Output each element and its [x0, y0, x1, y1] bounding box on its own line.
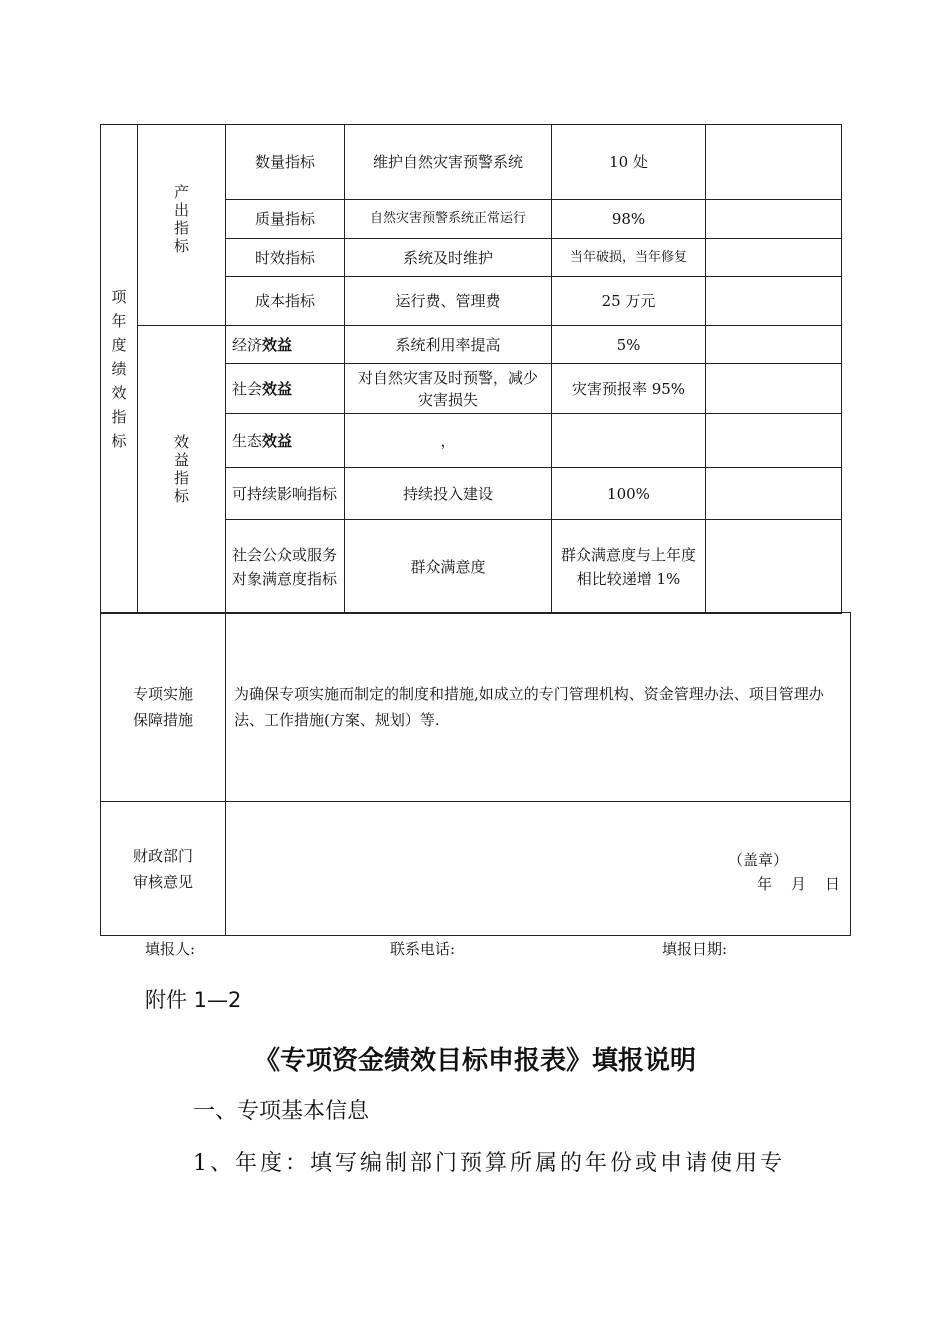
target-cell: 灾害预报率 95%	[552, 364, 706, 414]
indicator-prefix: 生态	[232, 431, 263, 450]
indicator-suffix: 效益	[262, 431, 293, 450]
content-cell: 系统利用率提高	[345, 326, 552, 364]
benefit-label: 效益指标	[173, 433, 189, 505]
section-heading: 一、专项基本信息	[193, 1099, 370, 1124]
document-title: 《专项资金绩效目标申报表》填报说明	[253, 1046, 696, 1076]
indicator-prefix: 社会	[232, 379, 263, 398]
indicator-cell	[226, 414, 345, 468]
indicator-suffix: 效益	[262, 335, 293, 354]
content-cell: 维护自然灾害预警系统	[345, 125, 552, 200]
stamp-label: （盖章）	[727, 851, 788, 869]
content-cell: 群众满意度	[345, 520, 552, 614]
finance-label-cell	[101, 802, 226, 936]
guarantee-text: 为确保专项实施而制定的制度和措施,如成立的专门管理机构、资金管理办法、项目管理办法、工作措施(方案、规划）等.	[234, 685, 824, 729]
paragraph-line: 1、年度：填写编制部门预算所属的年份或申请使用专	[193, 1151, 785, 1176]
note-cell	[706, 468, 842, 520]
content-cell: ，	[345, 414, 552, 468]
guarantee-review-table	[100, 612, 851, 936]
note-cell	[706, 364, 842, 414]
indicator-prefix: 经济	[232, 335, 263, 354]
indicator-suffix: 效益	[262, 379, 293, 398]
filler-label: 填报人:	[145, 940, 196, 958]
note-cell	[706, 414, 842, 468]
target-cell	[552, 414, 706, 468]
finance-label: 财政部门审核意见	[132, 846, 193, 891]
content-cell: 自然灾害预警系统正常运行	[345, 200, 552, 239]
content-cell: 对自然灾害及时预警，减少灾害损失	[345, 364, 552, 414]
phone-label: 联系电话:	[390, 940, 456, 958]
content-cell: 运行费、管理费	[345, 277, 552, 326]
indicator-cell	[226, 364, 345, 414]
performance-indicator-table	[100, 124, 842, 614]
guarantee-label: 专项实施保障措施	[132, 685, 193, 729]
note-cell	[706, 520, 842, 614]
target-cell: 当年破损，当年修复	[552, 239, 706, 277]
indicator-cell: 数量指标	[226, 125, 345, 200]
indicator-cell: 质量指标	[226, 200, 345, 239]
note-cell	[706, 277, 842, 326]
guarantee-text-cell	[226, 613, 851, 802]
output-label: 产出指标	[173, 183, 189, 255]
note-cell	[706, 326, 842, 364]
target-cell: 5%	[552, 326, 706, 364]
note-cell	[706, 239, 842, 277]
content-cell: 系统及时维护	[345, 239, 552, 277]
indicator-cell	[226, 326, 345, 364]
target-cell: 群众满意度与上年度相比较递增 1%	[552, 520, 706, 614]
benefit-label-cell	[138, 326, 226, 614]
target-cell: 10 处	[552, 125, 706, 200]
note-cell	[706, 200, 842, 239]
attachment-label: 附件 1—2	[145, 988, 242, 1012]
indicator-cell: 社会公众或服务对象满意度指标	[226, 520, 345, 614]
fill-date-label: 填报日期:	[662, 940, 728, 958]
note-cell	[706, 125, 842, 200]
target-cell: 25 万元	[552, 277, 706, 326]
target-cell: 98%	[552, 200, 706, 239]
finance-review-cell	[226, 802, 851, 936]
group-label: 项年度绩效指标	[111, 288, 127, 450]
guarantee-label-cell	[101, 613, 226, 802]
output-label-cell	[138, 125, 226, 326]
target-cell: 100%	[552, 468, 706, 520]
group-label-cell	[101, 125, 138, 614]
indicator-cell: 可持续影响指标	[226, 468, 345, 520]
review-date: 年 月 日	[756, 875, 842, 893]
content-cell: 持续投入建设	[345, 468, 552, 520]
indicator-cell: 成本指标	[226, 277, 345, 326]
indicator-cell: 时效指标	[226, 239, 345, 277]
